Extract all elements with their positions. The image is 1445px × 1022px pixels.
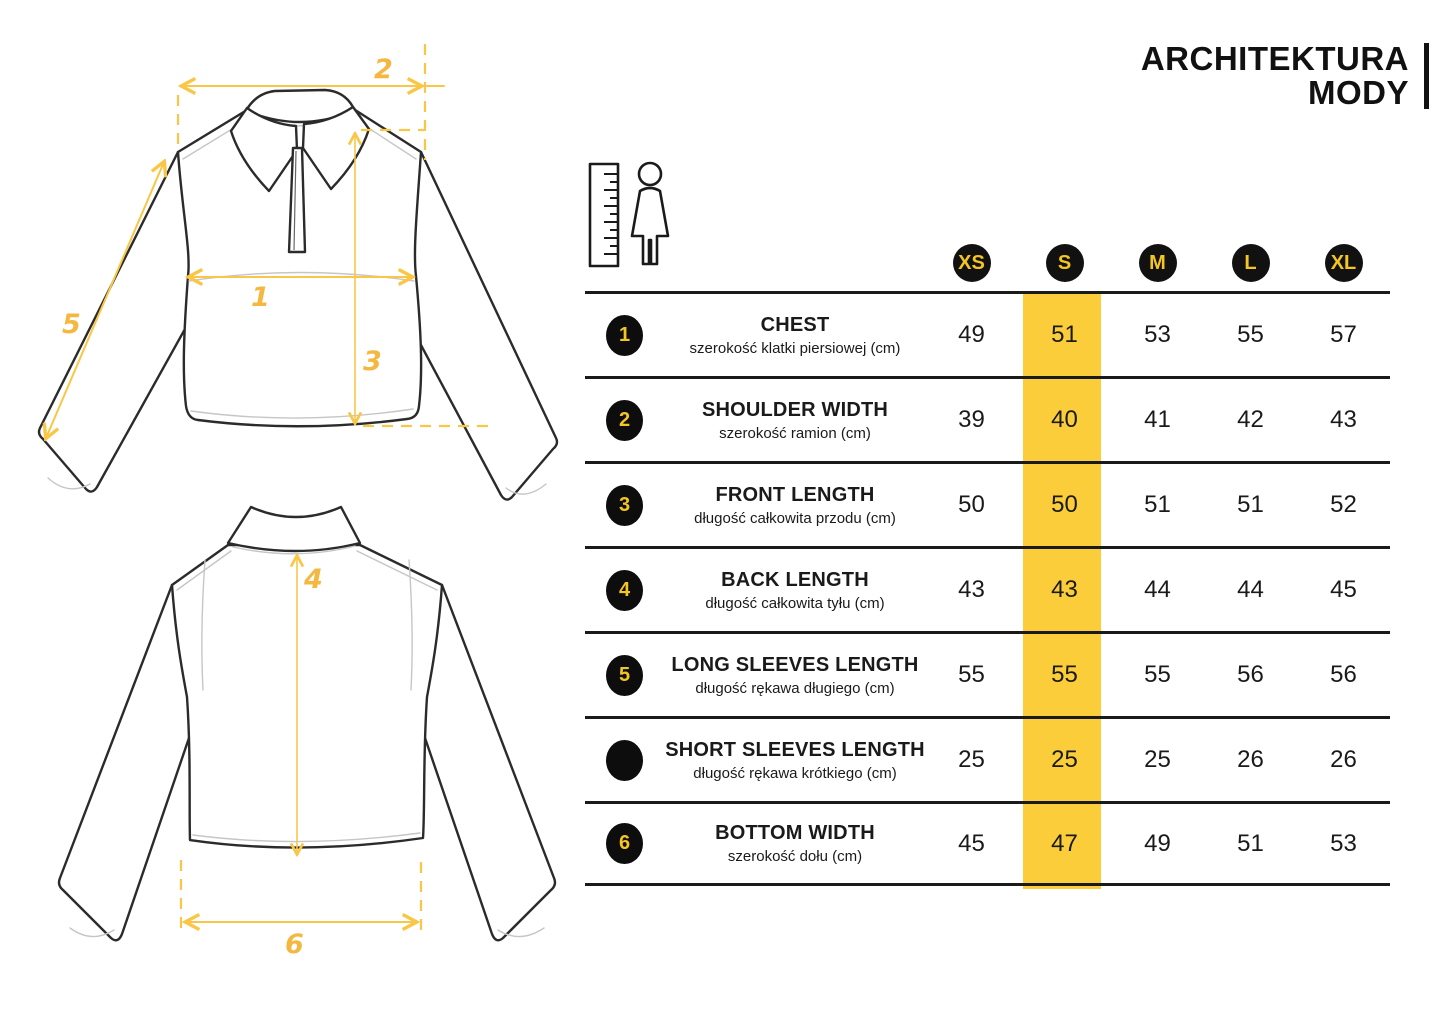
- measurement-subtitle: długość całkowita przodu (cm): [694, 509, 896, 527]
- table-row-back-length: [585, 546, 1390, 631]
- brand-logo: [1141, 42, 1429, 111]
- table-row-short-sleeves-length: [585, 716, 1390, 801]
- value-m: 51: [1144, 491, 1171, 518]
- value-l: 55: [1237, 321, 1264, 348]
- measurement-name: SHOULDER WIDTH: [701, 398, 889, 421]
- brand-line1: ARCHITEKTURA: [1140, 40, 1409, 77]
- value-m: 44: [1144, 576, 1171, 603]
- value-xs: 49: [958, 321, 985, 348]
- value-l: 51: [1237, 829, 1264, 857]
- row-number-badge: 3: [606, 485, 643, 526]
- value-xs: 43: [958, 576, 985, 603]
- table-row-bottom-width: [585, 801, 1390, 886]
- row-number-badge: 2: [606, 400, 643, 441]
- garment-back-view: [59, 507, 555, 960]
- svg-text:4: 4: [304, 564, 323, 595]
- value-m: 25: [1144, 746, 1171, 773]
- svg-text:3: 3: [363, 346, 382, 377]
- value-s: 40: [1051, 406, 1078, 433]
- measurement-subtitle: długość rękawa długiego (cm): [695, 679, 895, 697]
- row-number-badge: 6: [606, 823, 643, 864]
- garment-technical-drawing: [0, 0, 580, 1022]
- table-row-shoulder-width: [585, 376, 1390, 461]
- value-l: 44: [1237, 576, 1264, 603]
- svg-text:1: 1: [251, 282, 270, 313]
- size-badge-s: S: [1046, 244, 1084, 282]
- size-header-row: [585, 235, 1390, 291]
- row-number-badge: 5: [606, 655, 643, 696]
- table-row-front-length: [585, 461, 1390, 546]
- dimension-6-bottom-width: [181, 860, 421, 960]
- measurement-subtitle: szerokość dołu (cm): [727, 848, 863, 865]
- value-xs: 50: [958, 491, 985, 518]
- brand-line2: MODY: [1308, 74, 1409, 112]
- value-xl: 45: [1330, 576, 1357, 603]
- value-s: 43: [1051, 576, 1078, 603]
- value-s: 51: [1051, 321, 1078, 348]
- value-l: 51: [1237, 491, 1264, 518]
- value-s: 55: [1051, 661, 1078, 688]
- measurement-subtitle: szerokość ramion (cm): [719, 424, 871, 442]
- row-number-badge: 4: [606, 570, 643, 611]
- value-xl: 56: [1330, 661, 1357, 688]
- value-s: 25: [1051, 746, 1078, 773]
- size-badge-xs: XS: [953, 244, 991, 282]
- measurement-subtitle: szerokość klatki piersiowej (cm): [689, 339, 901, 357]
- value-s: 50: [1051, 491, 1078, 518]
- value-s: 47: [1051, 829, 1078, 857]
- value-xl: 53: [1330, 829, 1357, 857]
- value-l: 42: [1237, 406, 1264, 433]
- table-row-chest: [585, 291, 1390, 376]
- measurement-name: FRONT LENGTH: [715, 483, 875, 506]
- value-xs: 25: [958, 746, 985, 773]
- value-m: 41: [1144, 406, 1171, 433]
- value-m: 55: [1144, 661, 1171, 688]
- measurement-name: SHORT SLEEVES LENGTH: [665, 738, 925, 761]
- size-table: [585, 235, 1390, 886]
- svg-text:6: 6: [285, 929, 304, 960]
- value-m: 49: [1144, 829, 1171, 857]
- size-badge-l: L: [1232, 244, 1270, 282]
- value-xs: 45: [958, 829, 985, 857]
- value-xl: 52: [1330, 491, 1357, 518]
- measurement-name: BOTTOM WIDTH: [715, 822, 875, 844]
- svg-text:5: 5: [62, 309, 81, 340]
- table-row-long-sleeves-length: [585, 631, 1390, 716]
- row-number-badge: 1: [606, 315, 643, 356]
- garment-front-view: [39, 44, 557, 500]
- value-m: 53: [1144, 321, 1171, 348]
- measurement-name: CHEST: [760, 313, 830, 336]
- value-l: 26: [1237, 746, 1264, 773]
- brand-name: [1141, 42, 1409, 111]
- svg-text:2: 2: [374, 54, 393, 85]
- size-badge-xl: XL: [1325, 244, 1363, 282]
- value-xl: 57: [1330, 321, 1357, 348]
- row-number-badge-blank: [606, 740, 643, 781]
- logo-divider-bar: [1424, 43, 1429, 109]
- measurement-name: LONG SLEEVES LENGTH: [671, 653, 919, 676]
- value-xl: 26: [1330, 746, 1357, 773]
- value-xl: 43: [1330, 406, 1357, 433]
- measurement-subtitle: długość rękawa krótkiego (cm): [693, 764, 897, 782]
- measurement-subtitle: długość całkowita tyłu (cm): [705, 594, 885, 612]
- size-badge-m: M: [1139, 244, 1177, 282]
- value-l: 56: [1237, 661, 1264, 688]
- value-xs: 39: [958, 406, 985, 433]
- measurement-name: BACK LENGTH: [721, 568, 869, 591]
- value-xs: 55: [958, 661, 985, 688]
